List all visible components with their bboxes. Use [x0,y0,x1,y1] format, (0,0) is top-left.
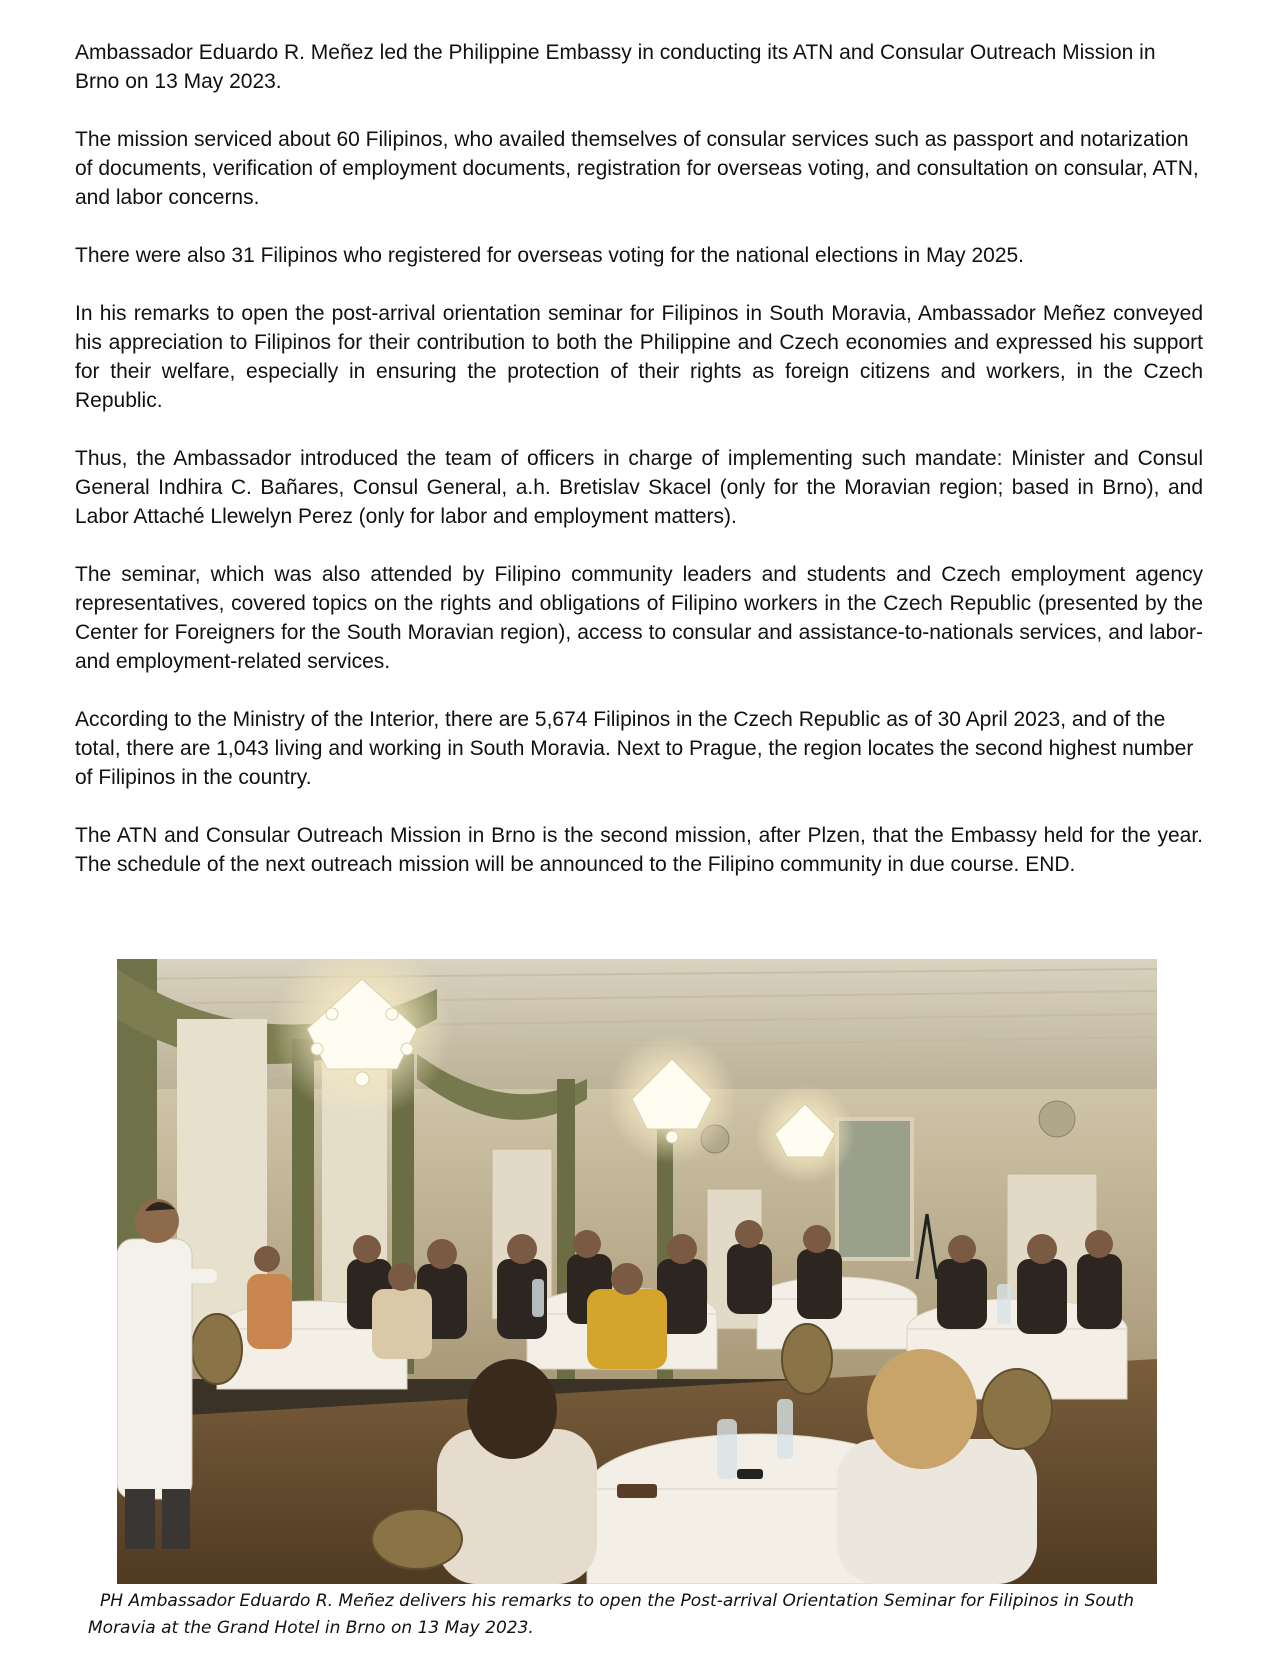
paragraph-officers: Thus, the Ambassador introduced the team of officers in charge of implementing such mandate: Minister and Consul General Indhira C. Bañares, Consul General, a.h. Bretislav Skacel (only for the Moravian region; based in Brno), and Labor Attaché Llewelyn Perez (only for labor and employment matters). [75,447,1203,528]
paragraph-voting: There were also 31 Filipinos who registered for overseas voting for the national elections in May 2025. [75,244,1025,267]
article-body [75,38,1203,908]
photo-caption: PH Ambassador Eduardo R. Meñez delivers his remarks to open the Post-arrival Orientation Seminar for Filipinos in South Moravia at the Grand Hotel in Brno on 13 May 2023. [88,1591,1135,1638]
paragraph-statistics: According to the Ministry of the Interior, there are 5,674 Filipinos in the Czech Republic as of 30 April 2023, and of the total, there are 1,043 living and working in South Moravia. Next to Prague, the region locates the second highest number of Filipinos in the country. [75,708,1194,789]
paragraph-remarks: In his remarks to open the post-arrival orientation seminar for Filipinos in South Moravia, Ambassador Meñez conveyed his appreciation to Filipinos for their contribution to both the Philippine and Czech economies and expressed his support for their welfare, especially in ensuring the protection of their rights as foreign citizens and workers, in the Czech Republic. [75,302,1203,412]
seminar-photo [117,959,1157,1584]
paragraph-services: The mission serviced about 60 Filipinos, who availed themselves of consular services such as passport and notarization of documents, verification of employment documents, registration for overseas voting, and consultation on consular, ATN, and labor concerns. [75,128,1199,209]
paragraph-intro: Ambassador Eduardo R. Meñez led the Philippine Embassy in conducting its ATN and Consular Outreach Mission in Brno on 13 May 2023. [75,41,1156,93]
paragraph-seminar: The seminar, which was also attended by Filipino community leaders and students and Czech employment agency representatives, covered topics on the rights and obligations of Filipino workers in the Czech Republic (presented by the Center for Foreigners for the South Moravian region), access to consular and assistance-to-nationals services, and labor- and employment-related services. [75,563,1203,673]
paragraph-closing: The ATN and Consular Outreach Mission in Brno is the second mission, after Plzen, that the Embassy held for the year. The schedule of the next outreach mission will be announced to the Filipino community in due course. END. [75,824,1203,876]
